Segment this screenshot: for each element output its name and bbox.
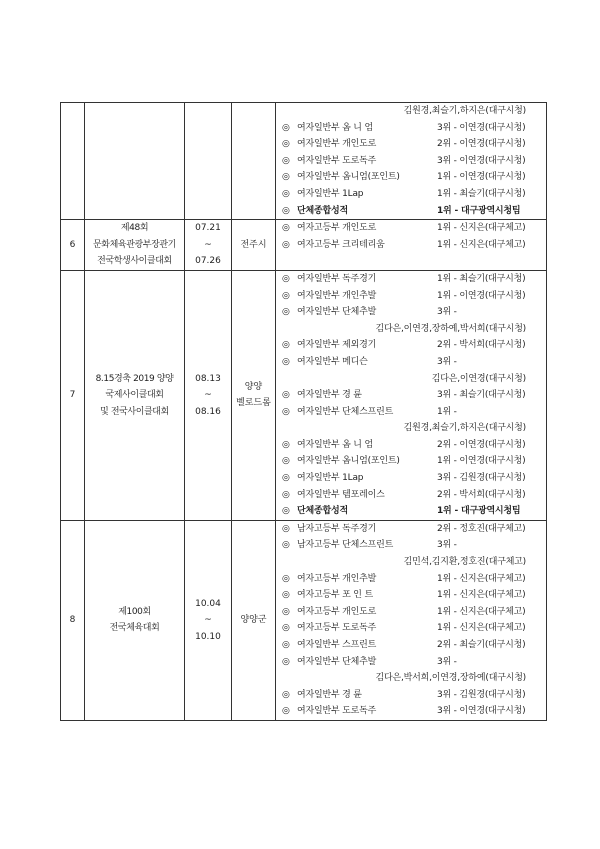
- date-cell: [185, 103, 232, 220]
- event-name-line: 문화체육관광부장관기: [93, 239, 176, 250]
- result-rank: 2위 - 최슬기(대구시청): [437, 640, 526, 650]
- double-circle-icon: ◎: [282, 155, 290, 166]
- event-name-line: 제100회: [118, 606, 151, 617]
- results-table: [60, 102, 547, 721]
- results-cell: [276, 220, 547, 271]
- date-line: ~: [204, 390, 212, 401]
- result-category: 여자일반부 도로독주: [297, 155, 377, 166]
- venue-line: 벨로드롬: [236, 398, 271, 409]
- result-rank: 1위 - 신지은(대구체고): [437, 623, 526, 634]
- result-rank: 1위 - 신지은(대구체고): [437, 239, 526, 250]
- result-rank: 3위 -: [437, 656, 457, 667]
- result-item: [282, 453, 546, 470]
- results-cell: [276, 520, 547, 720]
- result-item: [282, 571, 546, 588]
- date-line: ~: [204, 239, 212, 250]
- result-category: 여자일반부 단체추발: [297, 656, 377, 667]
- double-circle-icon: ◎: [282, 390, 290, 401]
- result-team-members: 김원경,최슬기,하지은(대구시청): [403, 106, 526, 116]
- double-circle-icon: ◎: [282, 356, 290, 367]
- result-item: [282, 487, 546, 504]
- result-category: 여자일반부 1Lap: [297, 473, 364, 484]
- result-category: 단체종합성적: [297, 506, 348, 517]
- result-item: [282, 404, 546, 421]
- event-name-line: 전국체육대회: [109, 623, 160, 634]
- result-rank: 1위 - 최슬기(대구시청): [437, 188, 526, 199]
- result-item: [282, 703, 546, 720]
- result-category: 여자일반부 개인추발: [297, 290, 377, 301]
- result-category: 여자일반부 경 륜: [297, 689, 362, 700]
- date-line: 07.21: [195, 223, 221, 234]
- result-item: [282, 587, 546, 604]
- venue-cell: [232, 220, 276, 271]
- date-cell: [185, 270, 232, 520]
- result-category: 여자일반부 옴 니 엄: [297, 122, 373, 133]
- event-name-line: 국제사이클대회: [105, 390, 164, 401]
- team-overall-result: [282, 203, 546, 220]
- result-rank: 1위 - 대구광역시청팀: [437, 506, 521, 517]
- double-circle-icon: ◎: [282, 640, 290, 650]
- result-category: 여자일반부 개인도로: [297, 139, 377, 150]
- venue-line: 양양군: [240, 615, 267, 626]
- result-category: 여자일반부 도로독주: [297, 706, 377, 717]
- event-name-cell: [85, 270, 185, 520]
- result-rank: 2위 - 정호진(대구체고): [437, 523, 526, 534]
- double-circle-icon: ◎: [282, 290, 290, 301]
- double-circle-icon: ◎: [282, 439, 290, 450]
- result-item: [282, 637, 546, 654]
- result-rank: 3위 - 이연경(대구시청): [437, 706, 526, 717]
- result-item: [282, 387, 546, 404]
- result-category: 남자고등부 독주경기: [297, 523, 377, 534]
- result-item: [282, 537, 546, 554]
- result-category: 여자고등부 크리테리움: [297, 239, 385, 250]
- event-name-line: 및 전국사이클대회: [100, 406, 169, 417]
- result-team-members: 김다은,이연경,장하예,박서희(대구시청): [375, 323, 526, 334]
- result-category: 여자일반부 독주경기: [297, 273, 377, 284]
- double-circle-icon: ◎: [282, 456, 290, 467]
- date-line: ~: [204, 615, 212, 626]
- event-name-cell: [85, 220, 185, 271]
- event-name-cell: [85, 103, 185, 220]
- result-category: 여자고등부 개인도로: [297, 606, 377, 617]
- venue-line: 양양: [244, 381, 263, 392]
- double-circle-icon: ◎: [282, 656, 290, 667]
- result-item: [282, 136, 546, 153]
- row-number-cell: 8: [61, 520, 85, 720]
- result-category: 여자일반부 단체추발: [297, 307, 377, 318]
- double-circle-icon: ◎: [282, 489, 290, 500]
- double-circle-icon: ◎: [282, 573, 290, 584]
- result-rank: 1위 - 신지은(대구체고): [437, 606, 526, 617]
- result-category: 여자고등부 도로독주: [297, 623, 377, 634]
- result-item: [282, 220, 546, 237]
- double-circle-icon: ◎: [282, 523, 290, 534]
- result-category: 여자일반부 스프린트: [297, 640, 377, 650]
- result-category: 여자고등부 개인추발: [297, 573, 377, 584]
- result-item: [282, 654, 546, 671]
- result-category: 여자일반부 제외경기: [297, 340, 377, 351]
- result-category: 여자일반부 메디슨: [297, 356, 368, 367]
- table-row: [61, 103, 547, 220]
- result-category: 여자일반부 옴니엄(포인트): [297, 172, 400, 183]
- result-rank: 2위 - 이연경(대구시청): [437, 439, 526, 450]
- result-rank: 1위 - 이연경(대구시청): [437, 290, 526, 301]
- result-category: 여자일반부 경 륜: [297, 390, 362, 401]
- result-rank: 1위 - 이연경(대구시청): [437, 172, 526, 183]
- double-circle-icon: ◎: [282, 473, 290, 484]
- venue-cell: [232, 520, 276, 720]
- result-rank: 2위 - 박서희(대구시청): [437, 489, 526, 500]
- result-rank: 1위 - 대구광역시청팀: [437, 205, 521, 216]
- result-rank: 1위 - 이연경(대구시청): [437, 456, 526, 467]
- result-team-members: 김민석,김지환,정호진(대구체고): [403, 557, 526, 568]
- double-circle-icon: ◎: [282, 188, 290, 199]
- result-rank: 3위 - 김원경(대구시청): [437, 689, 526, 700]
- result-category: 여자고등부 포 인 트: [297, 590, 373, 601]
- event-name-line: 8.15경축 2019 양양: [95, 373, 174, 384]
- result-team-members: 김원경,최슬기,하지은(대구시청): [403, 423, 526, 434]
- row-number-cell: [61, 103, 85, 220]
- double-circle-icon: ◎: [282, 239, 290, 250]
- result-item: [282, 687, 546, 704]
- double-circle-icon: ◎: [282, 139, 290, 150]
- double-circle-icon: ◎: [282, 689, 290, 700]
- date-line: 10.04: [195, 598, 221, 609]
- result-rank: 1위 - 신지은(대구체고): [437, 573, 526, 584]
- double-circle-icon: ◎: [282, 623, 290, 634]
- result-item: [282, 604, 546, 621]
- table-row: [61, 270, 547, 520]
- result-category: 여자고등부 개인도로: [297, 223, 377, 234]
- double-circle-icon: ◎: [282, 706, 290, 717]
- result-rank: 3위 - 김원경(대구시청): [437, 473, 526, 484]
- result-item: [282, 620, 546, 637]
- row-number-cell: 6: [61, 220, 85, 271]
- double-circle-icon: ◎: [282, 406, 290, 417]
- result-category: 여자일반부 옴니엄(포인트): [297, 456, 400, 467]
- result-item: [282, 521, 546, 538]
- result-item: [282, 470, 546, 487]
- date-line: 08.13: [195, 373, 221, 384]
- result-item: [282, 120, 546, 137]
- date-cell: [185, 220, 232, 271]
- result-rank: 2위 - 이연경(대구시청): [437, 139, 526, 150]
- result-category: 여자일반부 1Lap: [297, 188, 364, 199]
- result-rank: 1위 - 최슬기(대구시청): [437, 273, 526, 284]
- result-item: [282, 186, 546, 203]
- date-line: 08.16: [195, 406, 221, 417]
- double-circle-icon: ◎: [282, 307, 290, 318]
- result-rank: 3위 - 최슬기(대구시청): [437, 390, 526, 401]
- event-name-cell: [85, 520, 185, 720]
- result-team-members: 김다은,박서희,이연경,장하예(대구시청): [375, 673, 526, 684]
- result-rank: 1위 - 신지은(대구체고): [437, 590, 526, 601]
- result-category: 단체종합성적: [297, 205, 348, 216]
- result-rank: 1위 -: [437, 406, 457, 417]
- event-name-line: 전국학생사이클대회: [97, 256, 172, 267]
- result-item: [282, 153, 546, 170]
- result-rank: 2위 - 박서희(대구시청): [437, 340, 526, 351]
- result-rank: 3위 - 이연경(대구시청): [437, 155, 526, 166]
- results-cell: [276, 270, 547, 520]
- result-category: 여자일반부 단체스프린트: [297, 406, 394, 417]
- date-line: 07.26: [195, 256, 221, 267]
- result-item: [282, 304, 546, 321]
- result-item: [282, 237, 546, 254]
- table-row: [61, 220, 547, 271]
- date-line: 10.10: [195, 631, 221, 642]
- result-category: 남자고등부 단체스프린트: [297, 540, 394, 551]
- result-item: [282, 437, 546, 454]
- result-item: [282, 288, 546, 305]
- double-circle-icon: ◎: [282, 223, 290, 234]
- team-overall-result: [282, 503, 546, 520]
- table-row: [61, 520, 547, 720]
- row-number-cell: 7: [61, 270, 85, 520]
- double-circle-icon: ◎: [282, 122, 290, 133]
- double-circle-icon: ◎: [282, 590, 290, 601]
- result-item: [282, 169, 546, 186]
- double-circle-icon: ◎: [282, 205, 290, 216]
- double-circle-icon: ◎: [282, 506, 290, 517]
- result-rank: 1위 - 신지은(대구체고): [437, 223, 526, 234]
- event-name-line: 제48회: [120, 223, 149, 234]
- results-cell: [276, 103, 547, 220]
- result-rank: 3위 -: [437, 540, 457, 551]
- result-item: [282, 271, 546, 288]
- double-circle-icon: ◎: [282, 540, 290, 551]
- result-rank: 3위 - 이연경(대구시청): [437, 122, 526, 133]
- double-circle-icon: ◎: [282, 273, 290, 284]
- double-circle-icon: ◎: [282, 606, 290, 617]
- result-category: 여자일반부 옴 니 엄: [297, 439, 373, 450]
- result-rank: 3위 -: [437, 356, 457, 367]
- venue-line: 전주시: [240, 239, 267, 250]
- result-item: [282, 337, 546, 354]
- double-circle-icon: ◎: [282, 340, 290, 351]
- result-rank: 3위 -: [437, 307, 457, 318]
- result-team-members: 김다은,이연경(대구시청): [431, 373, 526, 384]
- date-cell: [185, 520, 232, 720]
- venue-cell: [232, 103, 276, 220]
- venue-cell: [232, 270, 276, 520]
- result-category: 여자일반부 템포레이스: [297, 489, 385, 500]
- result-item: [282, 354, 546, 371]
- double-circle-icon: ◎: [282, 172, 290, 183]
